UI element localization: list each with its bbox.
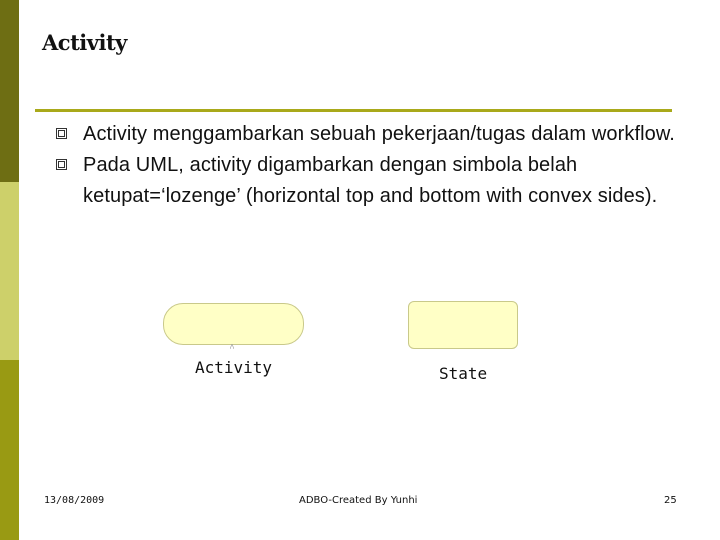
bullet-text: Pada UML, activity digambarkan dengan simbola belah ketupat=‘lozenge’ (horizontal top and bottom with convex sides). (83, 154, 658, 207)
bullet-list (56, 119, 676, 212)
state-label: State (439, 364, 488, 383)
bullet-item (56, 119, 676, 150)
bullet-item (56, 150, 676, 212)
title-divider (35, 109, 672, 112)
page-number: 25 (664, 495, 677, 506)
activity-label: Activity (195, 358, 273, 377)
bullet-text: Activity menggambarkan sebuah pekerjaan/tugas dalam workflow. (83, 123, 675, 145)
footer-credit: ADBO-Created By Yunhi (299, 495, 418, 506)
activity-pointer-mark (230, 344, 234, 349)
footer-date: 13/08/2009 (44, 495, 105, 506)
state-shape (408, 301, 518, 349)
sidebar-band-middle (0, 182, 19, 360)
activity-shape (163, 303, 304, 345)
sidebar-band-bottom (0, 360, 19, 540)
square-bullet-icon (56, 159, 67, 170)
sidebar-band-top (0, 0, 19, 182)
square-bullet-icon (56, 128, 67, 139)
slide-title: Activity (42, 30, 127, 55)
